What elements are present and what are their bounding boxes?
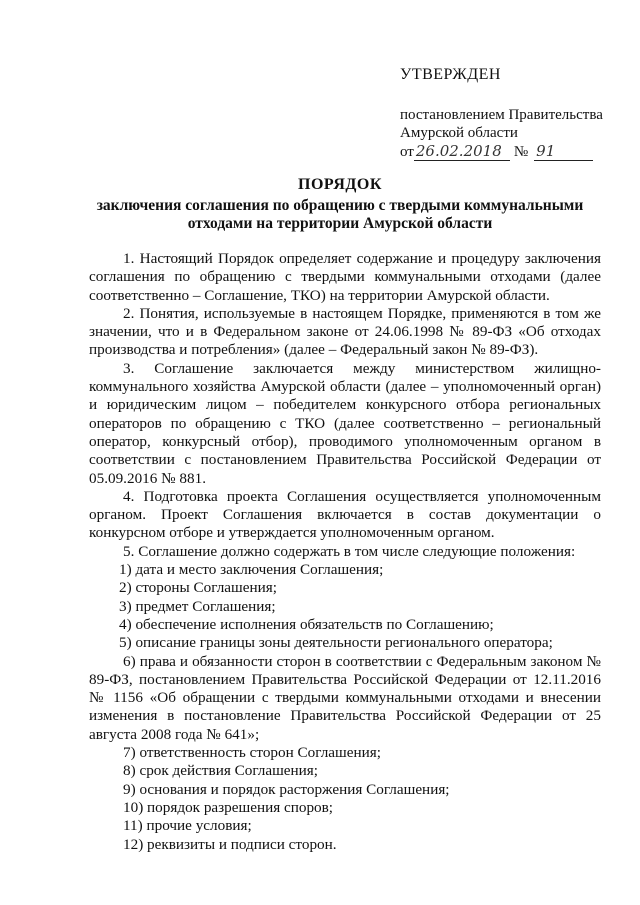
approval-block [400, 66, 625, 161]
list-item-12: 12) реквизиты и подписи сторон. [123, 835, 337, 853]
list-item-5: 5) описание границы зоны деятельности регионального оператора; [119, 634, 553, 652]
paragraph-4: 4. Подготовка проекта Соглашения осуществляется уполномоченным органом. Проект Соглашения включается в состав документации о конкурсном отборе и утверждается уполномоченным органом. [89, 487, 601, 542]
list-item-9: 9) основания и порядок расторжения Соглашения; [123, 780, 450, 798]
list-item-1: 1) дата и место заключения Соглашения; [119, 561, 384, 579]
list-item-10: 10) порядок разрешения споров; [123, 798, 334, 816]
date-prefix: от [400, 144, 414, 160]
paragraph-5: 5. Соглашение должно содержать в том числе следующие положения: [123, 542, 576, 560]
handwritten-date: 26.02.2018 [414, 142, 510, 161]
list-item-2: 2) стороны Соглашения; [119, 579, 277, 597]
list-item-8: 8) срок действия Соглашения; [123, 762, 319, 780]
list-item-4: 4) обеспечение исполнения обязательств по Соглашению; [119, 615, 494, 633]
list-item-7: 7) ответственность сторон Соглашения; [123, 744, 381, 762]
document-subtitle: заключения соглашения по обращению с твердыми коммунальными отходами на территории Амурской области [96, 197, 584, 232]
paragraph-3: 3. Соглашение заключается между министерством жилищно-коммунального хозяйства Амурской области (далее – уполномоченный орган) и юридическим лицом – победителем конкурсного отбора региональных операторов по обращению с ТКО (далее соответственно – региональный оператор, конкурсный отбор), проводимого уполномоченным органом в соответствии с постановлением Правительства Российской Федерации от 05.09.2016 № 881. [89, 359, 601, 487]
document-body [89, 250, 601, 854]
list-item-3: 3) предмет Соглашения; [119, 597, 276, 615]
paragraph-1: 1. Настоящий Порядок определяет содержание и процедуру заключения соглашения по обращению с твердыми коммунальными отходами (далее соответственно – Соглашение, ТКО) на территории Амурской области. [89, 250, 601, 304]
approval-date-line [400, 142, 625, 161]
approval-line-1: постановлением Правительства [400, 107, 603, 123]
paragraph-2: 2. Понятия, используемые в настоящем Порядке, применяются в том же значении, что и в Федеральном законе от 24.06.1998 № 89-ФЗ «Об отходах производства и потребления» (далее – Федеральный закон № 89-ФЗ). [89, 304, 601, 359]
number-prefix: № [513, 144, 529, 160]
list-item-11: 11) прочие условия; [123, 817, 252, 835]
document-title: ПОРЯДОК [298, 176, 382, 193]
approval-line-2: Амурской области [400, 125, 518, 141]
handwritten-number: 91 [534, 142, 593, 161]
list-item-6: 6) права и обязанности сторон в соответствии с Федеральным законом № 89-ФЗ, постановлением Правительства Российской Федерации от 12.11.2016 № 1156 «Об обращении с твердыми коммунальными отходами и внесении изменения в постановление Правительства Российской Федерации от 25 августа 2008 года № 641»; [89, 652, 601, 743]
approval-heading: УТВЕРЖДЕН [400, 66, 501, 83]
